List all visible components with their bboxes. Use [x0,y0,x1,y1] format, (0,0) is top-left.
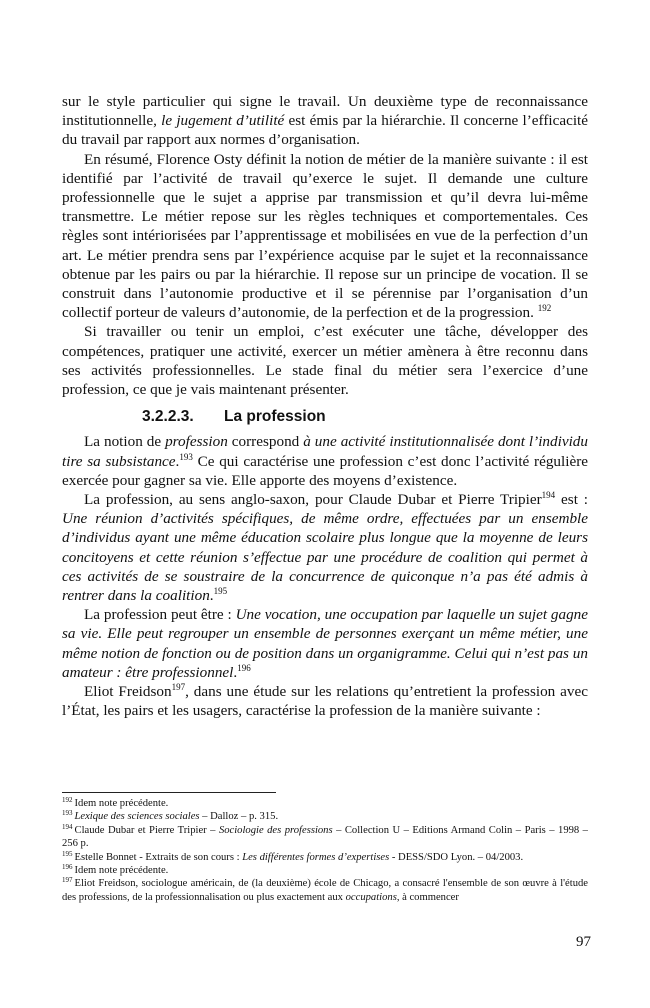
footnote-text: – Collection U – Editions Armand Colin – Paris – 1998 – 256 p. [62,824,588,850]
footnote-ref[interactable]: 196 [237,662,251,673]
footnote-text: Eliot Freidson, sociologue américain, de (la deuxième) école de Chicago, a consacré l'ensemble de son œuvre à l'étude des professions, de la professionnalisation ou plus exactement aux [62,878,588,903]
text: . [175,452,180,470]
section-number: 3.2.2.3. [142,408,194,426]
page-number: 97 [576,934,591,950]
footnote-number: 194 [62,822,73,831]
footnote-title: Lexique des sciences sociales [74,811,200,823]
footnotes [62,797,588,904]
text: En résumé, Florence Osty définit la notion de métier de la manière suivante : il est identifié par l’activité de travail qu’exerce le sujet. Il demande une culture professionnelle que le sujet a apprise par transmission et qu’il devra lui-même transmettre. Le métier repose sur les règles techniques et comportementales. Ces règles sont intériorisées par l’apprentissage et mobilisées en vue de la perfection d’un art. Le métier prendra sens par l’expérience acquise par le sujet et la reconnaissance obtenue par les pairs ou par la hiérarchie. Il repose sur un principe de vocation. Il se construit dans l’autonomie productive et il se pérennise par l’organisation d’un collectif porteur de valeurs d’autonomie, de la perfection et de la progression. [62,150,588,322]
footnote-ref[interactable]: 194 [541,490,556,501]
footnote-text: Estelle Bonnet - Extraits de son cours : [74,851,243,863]
text: Eliot Freidson [84,683,172,701]
footnote-192 [62,797,588,810]
footnote-text: Idem note précédente. [74,798,169,809]
footnote-195 [62,851,588,864]
text: . [233,663,238,681]
footnote-196 [62,864,588,877]
footnote-text: – Dalloz – p. 315. [199,811,279,823]
emphasis: profession [165,433,228,451]
paragraph-5 [62,490,588,605]
page-body [62,92,588,721]
paragraph-7 [62,682,588,720]
footnote-separator [62,792,276,793]
footnote-text: , à commencer [396,891,459,903]
footnote-ref[interactable]: 192 [537,303,552,314]
footnote-197 [62,877,588,904]
paragraph-2 [62,150,588,323]
text: sur le style particulier qui signe le travail. Un deuxième type de reconnaissance institutionnelle, [62,93,588,130]
text: La profession peut être : [84,606,236,624]
footnote-193 [62,810,588,823]
text: . [209,587,214,605]
footnote-number: 195 [62,849,73,858]
footnote-number: 193 [62,809,73,818]
text: est : [555,491,588,509]
quotation: Une réunion d’activités spécifiques, de même ordre, effectuées par un ensemble d’individus ayant une même éducation scolaire plus longue que la moyenne de leurs concitoyens et cette réunion s’effectue par une procédure de coalition qui permet à ces activités de se soustraire de la concurrence de quiconque n’a pas été admis à rentrer dans la coalition [62,510,588,605]
text: Ce qui caractérise une profession c’est donc l’activité régulière exercée pour gagner sa vie. Elle apporte des moyens d’existence. [62,452,588,489]
footnote-text: - DESS/SDO Lyon. – 04/2003. [389,851,524,863]
footnote-title: Sociologie des professions [218,824,333,836]
paragraph-1 [62,92,588,150]
footnote-number: 196 [62,863,73,872]
footnote-number: 192 [62,796,73,804]
paragraph-4 [62,432,588,490]
text: est émis par la hiérarchie. Il concerne l’efficacité du travail par rapport aux normes d’organisation. [62,112,588,149]
emphasis: le jugement d’utilité [161,112,285,130]
footnote-ref[interactable]: 193 [179,451,193,462]
footnote-title: Les différentes formes d’expertises [242,851,390,863]
section-heading [142,407,588,426]
footnote-text: Idem note précédente. [74,865,169,877]
section-title: La profession [224,408,326,426]
text: correspond [227,433,304,451]
footnote-ref[interactable]: 197 [171,682,186,693]
text: La notion de [84,433,166,451]
quotation: à une activité institutionnalisée dont l’individu tire sa subsistance [62,433,588,470]
footnote-ref[interactable]: 195 [213,586,228,597]
text: La profession, au sens anglo-saxon, pour Claude Dubar et Pierre Tripier [84,491,542,509]
paragraph-6 [62,605,588,682]
text: , dans une étude sur les relations qu’entretient la profession avec l’État, les pairs et les usagers, caractérise la profession de la manière suivante : [62,683,588,720]
footnote-number: 197 [62,876,73,885]
footnote-text: Claude Dubar et Pierre Tripier – [74,824,219,836]
footnote-title: occupations [345,891,397,903]
footnote-194 [62,824,588,851]
quotation: Une vocation, une occupation par laquelle un sujet gagne sa vie. Elle peut regrouper un ensemble de personnes exerçant un même métier, une même notion de fonction ou de position dans un organigramme. Celui qui n’est pas un amateur : être professionnel [62,606,588,681]
paragraph-3: Si travailler ou tenir un emploi, c’est exécuter une tâche, développer des compétences, pratiquer une activité, exercer un métier amènera à être reconnu dans ses activités professionnelles. Le stade final du métier sera l’exercice d’une profession, ce que je vais maintenant présenter. [62,323,588,399]
